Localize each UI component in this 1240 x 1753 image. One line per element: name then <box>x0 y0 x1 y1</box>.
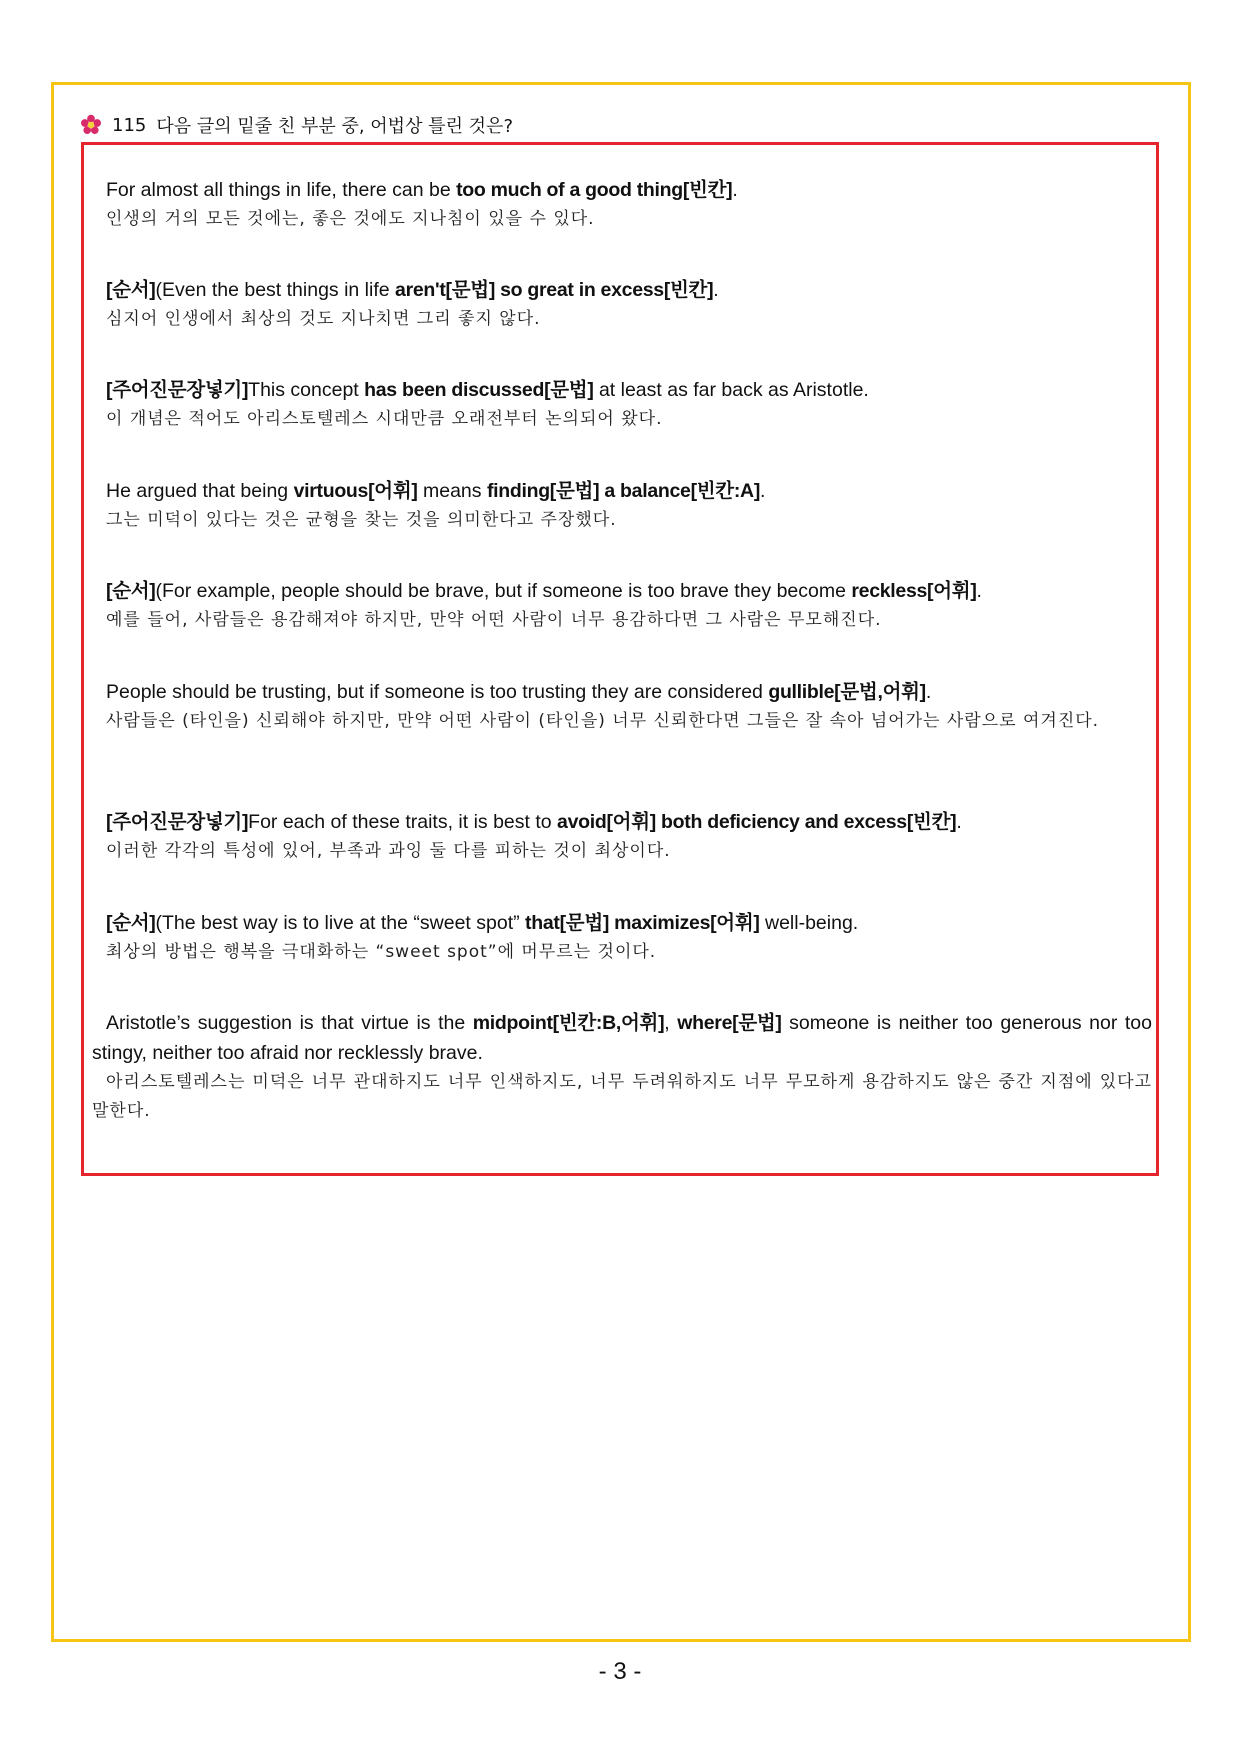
sentence-text: People should be trusting, but if someone is too trusting they are considered <box>106 681 769 703</box>
sentence-text: Aristotle’s suggestion is that virtue is the <box>106 1012 473 1034</box>
sentence-text: For almost all things in life, there can be <box>106 179 457 201</box>
english-sentence <box>92 807 1152 837</box>
highlighted-phrase: that[문법] maximizes[어휘] <box>525 912 760 934</box>
english-sentence <box>92 175 1152 205</box>
korean-translation: 인생의 거의 모든 것에는, 좋은 것에도 지나침이 있을 수 있다. <box>106 209 595 229</box>
english-sentence <box>92 908 1152 938</box>
question-number: 115 <box>112 114 147 136</box>
english-sentence <box>92 375 1152 405</box>
highlighted-phrase: gullible[문법,어휘] <box>768 681 926 703</box>
sentence-text: . <box>925 681 932 703</box>
sentence-8 <box>92 908 1152 967</box>
question-header <box>80 112 513 138</box>
sentence-text: For each of these traits, it is best to <box>248 811 558 833</box>
korean-translation: 사람들은 (타인을) 신뢰해야 하지만, 만약 어떤 사람이 (타인을) 너무 신뢰한다면 그들은 잘 속아 넘어가는 사람으로 여겨진다. <box>106 711 1100 731</box>
english-sentence <box>92 576 1152 606</box>
sentence-text: someone is neither too generous nor too stingy, neither too afraid nor recklessly brave. <box>92 1012 1153 1064</box>
sentence-text: . <box>732 179 738 201</box>
korean-translation: 이러한 각각의 특성에 있어, 부족과 과잉 둘 다를 피하는 것이 최상이다. <box>106 841 671 861</box>
highlighted-phrase: reckless[어휘] <box>851 580 977 602</box>
highlighted-phrase: midpoint[빈칸:B,어휘] <box>472 1012 665 1034</box>
sentence-4 <box>92 476 1152 535</box>
highlighted-phrase: [순서] <box>106 912 156 934</box>
sentence-text: . <box>976 580 982 602</box>
highlighted-phrase: has been discussed[문법] <box>364 379 594 401</box>
sentence-1 <box>92 175 1152 234</box>
page-number: - 3 - <box>598 1658 642 1685</box>
highlighted-phrase: [순서] <box>106 279 156 301</box>
sentence-7 <box>92 807 1152 866</box>
english-sentence <box>92 1008 1152 1068</box>
english-sentence <box>92 476 1152 506</box>
korean-translation: 그는 미덕이 있다는 것은 균형을 찾는 것을 의미한다고 주장했다. <box>106 510 617 530</box>
korean-translation: 심지어 인생에서 최상의 것도 지나치면 그리 좋지 않다. <box>106 309 541 329</box>
sentence-text: means <box>417 480 487 502</box>
korean-translation: 최상의 방법은 행복을 극대화하는 “sweet spot”에 머무르는 것이다. <box>106 942 657 962</box>
sentence-2 <box>92 275 1152 334</box>
korean-translation: 이 개념은 적어도 아리스토텔레스 시대만큼 오래전부터 논의되어 왔다. <box>106 409 663 429</box>
highlighted-phrase: virtuous[어휘] <box>293 480 418 502</box>
highlighted-phrase: where[문법] <box>677 1012 782 1034</box>
question-text: 다음 글의 밑줄 친 부분 중, 어법상 틀린 것은? <box>156 116 514 137</box>
sentence-text: . <box>760 480 766 502</box>
highlighted-phrase: aren't[문법] so great in excess[빈칸] <box>395 279 714 301</box>
sentence-text: (Even the best things in life <box>155 279 396 301</box>
highlighted-phrase: [주어진문장넣기] <box>106 379 249 401</box>
sentence-text: well-being. <box>759 912 859 934</box>
korean-translation: 아리스토텔레스는 미덕은 너무 관대하지도 너무 인색하지도, 너무 두려워하지도 너무 무모하게 용감하지도 않은 중간 지점에 있다고 말한다. <box>92 1072 1152 1121</box>
sentence-text: (The best way is to live at the “sweet spot” <box>155 912 526 934</box>
sentence-3 <box>92 375 1152 434</box>
sentence-6 <box>92 677 1152 736</box>
english-sentence <box>92 275 1152 305</box>
sentence-text: . <box>713 279 719 301</box>
sentence-text: at least as far back as Aristotle. <box>593 379 869 401</box>
highlighted-phrase: avoid[어휘] both deficiency and excess[빈칸] <box>557 811 957 833</box>
sentence-text: This concept <box>248 379 365 401</box>
english-sentence <box>92 677 1152 707</box>
highlighted-phrase: finding[문법] a balance[빈칸:A] <box>486 480 761 502</box>
sentence-text: . <box>956 811 962 833</box>
sentence-text: , <box>664 1012 678 1034</box>
sentence-5 <box>92 576 1152 635</box>
flower-icon <box>80 114 102 136</box>
highlighted-phrase: [순서] <box>106 580 156 602</box>
highlighted-phrase: [주어진문장넣기] <box>106 811 249 833</box>
highlighted-phrase: too much of a good thing[빈칸] <box>456 179 733 201</box>
korean-translation: 예를 들어, 사람들은 용감해져야 하지만, 만약 어떤 사람이 너무 용감하다면 그 사람은 무모해진다. <box>106 610 882 630</box>
sentence-text: He argued that being <box>106 480 294 502</box>
sentence-9 <box>92 1008 1152 1126</box>
sentence-text: (For example, people should be brave, but if someone is too brave they become <box>155 580 852 602</box>
